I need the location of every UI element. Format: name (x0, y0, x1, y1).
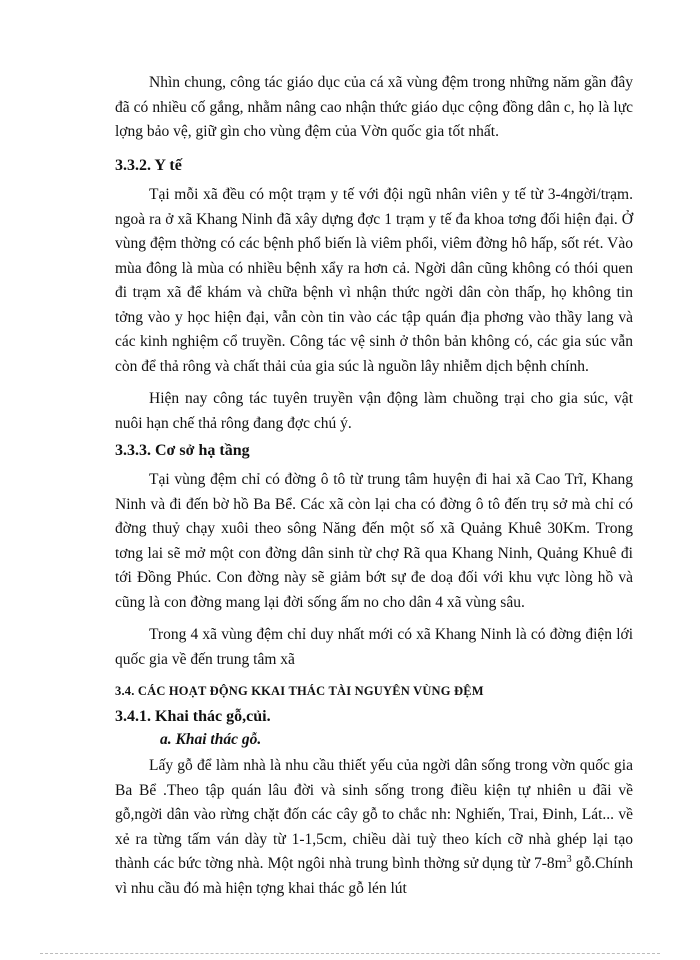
section-heading-3-3-3: 3.3.3. Cơ sở hạ tầng (115, 442, 250, 459)
health-paragraph-2: Hiện nay công tác tuyên truyền vận động làm chuồng trại cho gia súc, vật nuôi hạn chế thả rông đang đợc chú ý. (115, 390, 633, 432)
infrastructure-paragraph-2: Trong 4 xã vùng đệm chỉ duy nhất mới có xã Khang Ninh là có đờng điện lới quốc gia về đến trung tâm xã (115, 626, 633, 668)
logging-text: Lấy gỗ để làm nhà là nhu cầu thiết yếu của ngời dân sống trong vờn quốc gia Ba Bể .Theo tập quán lâu đời và sinh sống trong điều kiện tự nhiên u đãi về gỗ,ngời dân vào rừng chặt đốn các cây gỗ to chắc nh: Nghiến, Trai, Đinh, Lát... về xẻ ra từng tấm ván dày từ 1-1,5cm, chiều dài tuỳ theo kích cỡ nhà ghép lại tạo thành các bức tờng nhà. Một ngôi nhà trung bình thờng sử dụng từ 7-8m (115, 757, 633, 872)
subsection-heading-a: a. Khai thác gỗ. (160, 731, 262, 748)
infrastructure-section (115, 468, 633, 672)
logging-section (115, 754, 633, 901)
section-heading-3-4: 3.4. CÁC HOẠT ĐỘNG KKAI THÁC TÀI NGUYÊN VÙNG ĐỆM (115, 684, 484, 698)
logging-text-end: gỗ.Chính vì nhu cầu đó mà hiện tợng khai thác gỗ lén lút (115, 855, 633, 897)
cubic-superscript: 3 (566, 853, 572, 865)
intro-section (115, 71, 633, 145)
logging-paragraph (115, 754, 633, 901)
health-section (115, 183, 633, 436)
section-heading-3-4-1: 3.4.1. Khai thác gỗ,củi. (115, 708, 271, 725)
health-paragraph: Tại mỗi xã đều có một trạm y tế với đội ngũ nhân viên y tế từ 3-4ngời/trạm. ngoà ra ở xã Khang Ninh đã xây dựng đợc 1 trạm y tế đa khoa tơng đối hiện đại. Ở vùng đệm thờng có các bệnh phổ biến là viêm phổi, viêm đờng hô hấp, sốt rét. Vào mùa đông là mùa có nhiều bệnh xẩy ra hơn cả. Ngời dân cũng không có thói quen đi trạm xã để khám và chữa bệnh vì nhận thức ngời dân còn thấp, họ không tin tởng vào y học hiện đại, vẫn còn tin vào các tập quán địa phơng vào thầy lang và các kinh nghiệm cổ truyền. Công tác vệ sinh ở thôn bản không có, các gia súc vẫn còn để thả rông và chất thải của gia súc là nguồn lây nhiễm dịch bệnh chính. (115, 186, 633, 375)
infrastructure-paragraph: Tại vùng đệm chỉ có đờng ô tô từ trung tâm huyện đi hai xã Cao Trĩ, Khang Ninh và đi đến bờ hồ Ba Bể. Các xã còn lại cha có đờng ô tô đến trụ sở mà chỉ có đờng thuỷ chạy xuôi theo sông Năng đến một số xã Quảng Khuê 30Km. Trong tơng lai sẽ mở một con đờng dân sinh từ chợ Rã qua Khang Ninh, Quảng Khuê đi tới Đồng Phúc. Con đờng này sẽ giảm bớt sự đe doạ đối với khu vực lòng hồ và cũng là con đờng mang lại đời sống ấm no cho dân 4 xã vùng sâu. (115, 471, 633, 611)
intro-paragraph: Nhìn chung, công tác giáo dục của cá xã vùng đệm trong những năm gần đây đã có nhiều cố gắng, nhằm nâng cao nhận thức giáo dục cộng đồng dân c, họ là lực lợng bảo vệ, giữ gìn cho vùng đệm của Vờn quốc gia tốt nhất. (115, 74, 633, 140)
page-bottom-divider (40, 953, 660, 954)
section-heading-3-3-2: 3.3.2. Y tế (115, 157, 182, 174)
